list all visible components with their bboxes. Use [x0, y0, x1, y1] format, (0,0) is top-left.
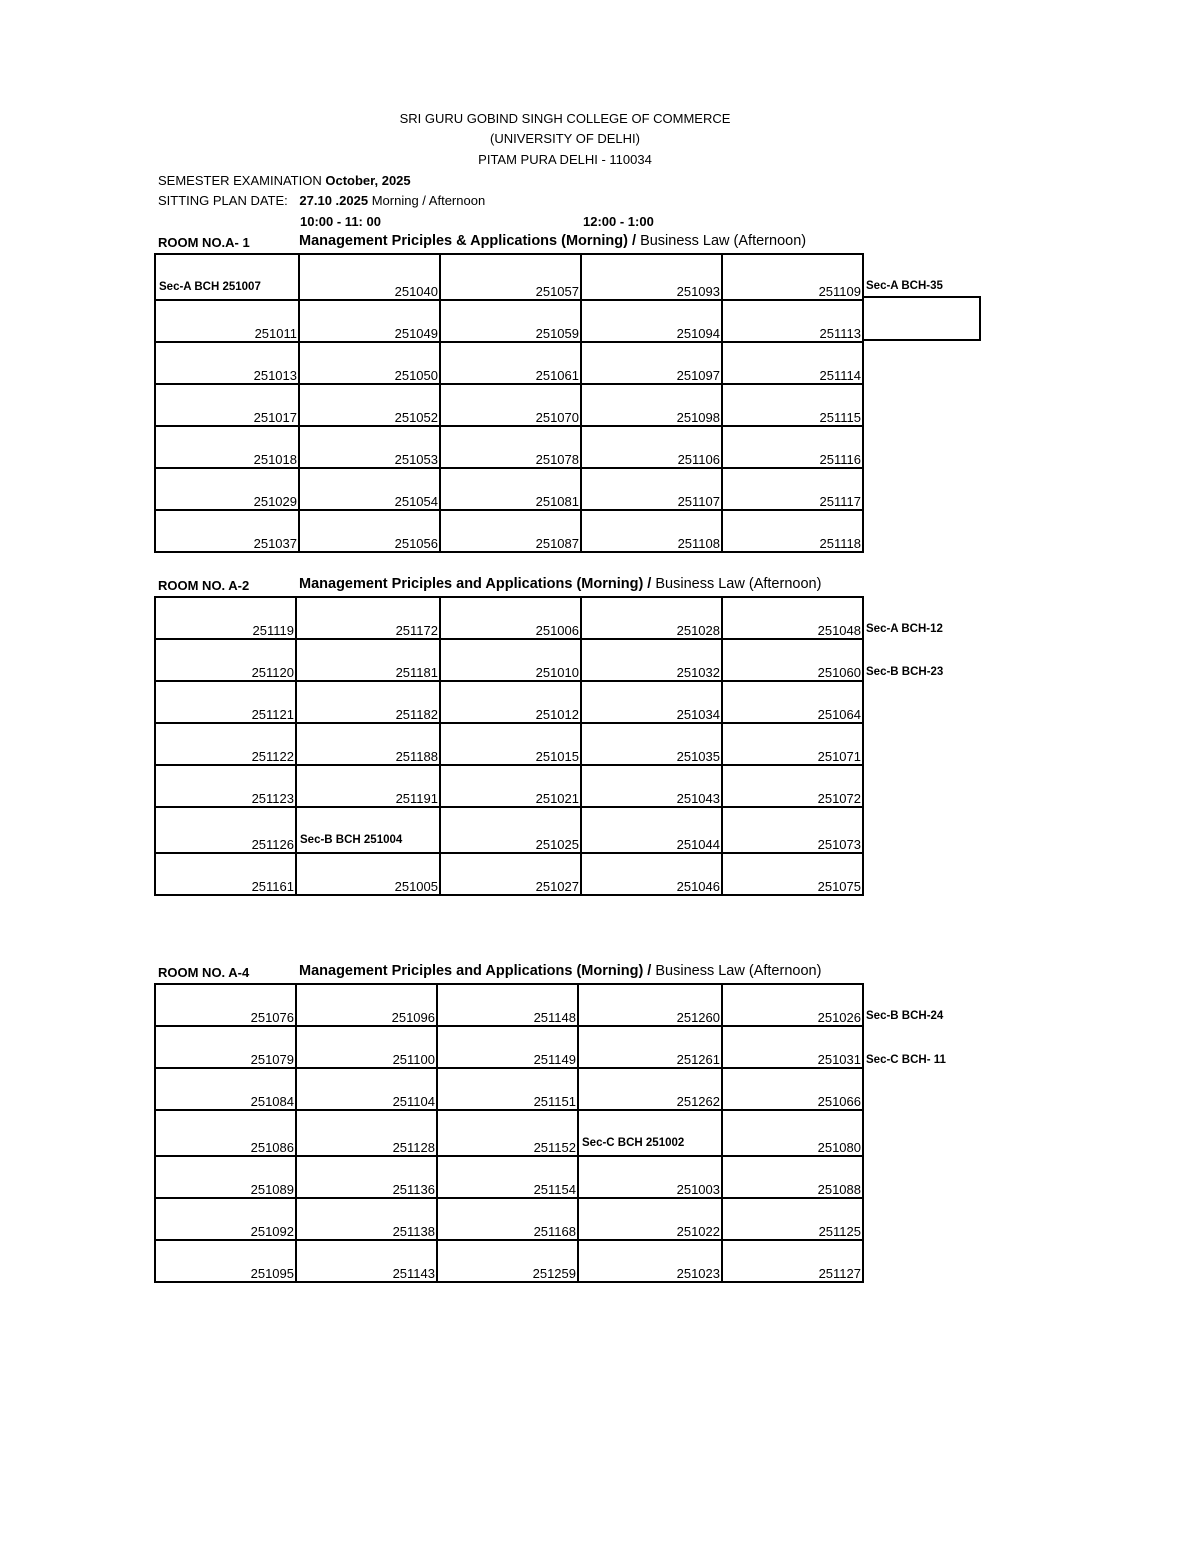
- room-a2-label: ROOM NO. A-2: [158, 578, 250, 593]
- seat-cell: 251136: [296, 1156, 437, 1198]
- seat-cell: 251013: [155, 342, 299, 384]
- seat-cell: 251092: [155, 1198, 296, 1240]
- seat-cell: 251011: [155, 300, 299, 342]
- seat-cell: 251064: [722, 681, 863, 723]
- seat-cell: 251018: [155, 426, 299, 468]
- seat-cell: 251046: [581, 853, 722, 895]
- semester-label: SEMESTER EXAMINATION: [158, 173, 322, 188]
- seat-cell: 251066: [722, 1068, 863, 1110]
- seat-cell: 251057: [440, 254, 581, 300]
- seat-cell: 251029: [155, 468, 299, 510]
- table-row: [155, 1198, 863, 1240]
- table-row: [155, 1110, 863, 1156]
- room-a1-seat-table: [154, 253, 864, 553]
- time-morning: 10:00 - 11: 00: [300, 214, 381, 229]
- room-a2-seat-table: [154, 596, 864, 896]
- seat-cell: Sec-C BCH 251002: [578, 1110, 722, 1156]
- seat-cell: 251084: [155, 1068, 296, 1110]
- seat-cell: 251027: [440, 853, 581, 895]
- seat-cell: 251152: [437, 1110, 578, 1156]
- seat-cell: 251076: [155, 984, 296, 1026]
- seat-cell: 251006: [440, 597, 581, 639]
- university-name: (UNIVERSITY OF DELHI): [489, 131, 640, 146]
- seat-cell: 251151: [437, 1068, 578, 1110]
- seat-cell: 251080: [722, 1110, 863, 1156]
- seat-cell: 251094: [581, 300, 722, 342]
- table-row: [155, 765, 863, 807]
- seat-cell: 251032: [581, 639, 722, 681]
- seat-cell: 251088: [722, 1156, 863, 1198]
- room-a1-subject: [299, 233, 806, 249]
- seat-cell: 251022: [578, 1198, 722, 1240]
- seat-cell: 251073: [722, 807, 863, 853]
- room-a2-note-1: Sec-A BCH-12: [866, 623, 943, 635]
- seat-cell: 251095: [155, 1240, 296, 1282]
- room-a1-note-1: Sec-A BCH-35: [866, 280, 943, 292]
- seat-cell: Sec-A BCH 251007: [155, 254, 299, 300]
- seat-cell: 251259: [437, 1240, 578, 1282]
- seat-cell: 251107: [581, 468, 722, 510]
- seat-cell: 251028: [581, 597, 722, 639]
- seat-cell: 251120: [155, 639, 296, 681]
- seat-cell: 251128: [296, 1110, 437, 1156]
- sitting-plan-line: [158, 193, 485, 208]
- seat-cell: 251096: [296, 984, 437, 1026]
- room-a1-label: ROOM NO.A- 1: [158, 235, 250, 250]
- table-row: [155, 681, 863, 723]
- seat-cell: 251262: [578, 1068, 722, 1110]
- table-row: [155, 342, 863, 384]
- seat-cell: 251161: [155, 853, 296, 895]
- seat-cell: 251138: [296, 1198, 437, 1240]
- seat-cell: 251116: [722, 426, 863, 468]
- plan-date: 27.10 .2025: [299, 193, 369, 208]
- seat-cell: 251119: [155, 597, 296, 639]
- seat-cell: 251026: [722, 984, 863, 1026]
- seat-cell: 251052: [299, 384, 440, 426]
- table-row: [155, 254, 863, 300]
- room-a2-subject: [299, 576, 821, 592]
- table-row: [155, 1068, 863, 1110]
- seat-cell: 251106: [581, 426, 722, 468]
- table-row: [155, 597, 863, 639]
- semester-value: October, 2025: [325, 173, 411, 188]
- seat-cell: 251081: [440, 468, 581, 510]
- seat-cell: 251086: [155, 1110, 296, 1156]
- seat-cell: 251127: [722, 1240, 863, 1282]
- seat-cell: 251125: [722, 1198, 863, 1240]
- seat-cell: 251123: [155, 765, 296, 807]
- table-row: [155, 468, 863, 510]
- table-row: [155, 639, 863, 681]
- seat-cell: 251025: [440, 807, 581, 853]
- room-a4-note-2: Sec-C BCH- 11: [866, 1054, 946, 1066]
- seat-cell: 251118: [722, 510, 863, 552]
- seat-cell: 251098: [581, 384, 722, 426]
- seat-cell: 251031: [722, 1026, 863, 1068]
- seat-cell: 251048: [722, 597, 863, 639]
- table-row: [155, 510, 863, 552]
- seat-cell: 251109: [722, 254, 863, 300]
- semester-line: [158, 173, 411, 188]
- empty-bordered-cell: [862, 296, 981, 341]
- seat-cell: 251079: [155, 1026, 296, 1068]
- seat-cell: 251010: [440, 639, 581, 681]
- seat-cell: 251188: [296, 723, 440, 765]
- room-a4-subject: [299, 963, 821, 979]
- seat-cell: 251117: [722, 468, 863, 510]
- seat-cell: 251059: [440, 300, 581, 342]
- room-a4-label: ROOM NO. A-4: [158, 965, 250, 980]
- seat-cell: 251043: [581, 765, 722, 807]
- seat-cell: 251015: [440, 723, 581, 765]
- seat-cell: 251070: [440, 384, 581, 426]
- seat-cell: 251126: [155, 807, 296, 853]
- seat-cell: 251108: [581, 510, 722, 552]
- room-a1-subject-afternoon: Business Law (Afternoon): [640, 233, 807, 249]
- seat-cell: 251114: [722, 342, 863, 384]
- seat-cell: 251149: [437, 1026, 578, 1068]
- table-row: [155, 384, 863, 426]
- table-row: [155, 1240, 863, 1282]
- seat-cell: 251113: [722, 300, 863, 342]
- plan-label: SITTING PLAN DATE:: [158, 193, 288, 208]
- seat-cell: 251104: [296, 1068, 437, 1110]
- room-a2-subject-afternoon: Business Law (Afternoon): [655, 576, 822, 592]
- seat-cell: 251053: [299, 426, 440, 468]
- plan-session: Morning / Afternoon: [371, 193, 486, 208]
- seat-cell: 251072: [722, 765, 863, 807]
- seat-cell: 251087: [440, 510, 581, 552]
- seat-cell: 251050: [299, 342, 440, 384]
- room-a2-note-2: Sec-B BCH-23: [866, 666, 944, 678]
- room-a4-note-1: Sec-B BCH-24: [866, 1010, 944, 1022]
- seat-cell: 251261: [578, 1026, 722, 1068]
- seat-cell: 251003: [578, 1156, 722, 1198]
- seat-cell: 251168: [437, 1198, 578, 1240]
- seat-cell: Sec-B BCH 251004: [296, 807, 440, 853]
- seat-cell: 251021: [440, 765, 581, 807]
- table-row: [155, 426, 863, 468]
- room-a4-subject-morning: Management Priciples and Applications (Morning) /: [299, 963, 652, 979]
- seat-cell: 251044: [581, 807, 722, 853]
- seat-cell: 251100: [296, 1026, 437, 1068]
- table-row: [155, 723, 863, 765]
- seat-cell: 251075: [722, 853, 863, 895]
- seat-cell: 251260: [578, 984, 722, 1026]
- room-a4-subject-afternoon: Business Law (Afternoon): [655, 963, 822, 979]
- seat-cell: 251060: [722, 639, 863, 681]
- seat-cell: 251078: [440, 426, 581, 468]
- seat-cell: 251191: [296, 765, 440, 807]
- room-a1-subject-morning: Management Priciples & Applications (Morning) /: [299, 233, 637, 249]
- seat-cell: 251121: [155, 681, 296, 723]
- college-address: PITAM PURA DELHI - 110034: [478, 152, 652, 167]
- seat-cell: 251172: [296, 597, 440, 639]
- seat-cell: 251035: [581, 723, 722, 765]
- seat-cell: 251182: [296, 681, 440, 723]
- table-row: [155, 300, 863, 342]
- college-name: SRI GURU GOBIND SINGH COLLEGE OF COMMERCE: [399, 111, 731, 126]
- seat-cell: 251037: [155, 510, 299, 552]
- seat-cell: 251148: [437, 984, 578, 1026]
- seat-cell: 251012: [440, 681, 581, 723]
- seat-cell: 251061: [440, 342, 581, 384]
- seat-cell: 251115: [722, 384, 863, 426]
- seat-cell: 251093: [581, 254, 722, 300]
- seat-cell: 251089: [155, 1156, 296, 1198]
- seat-cell: 251122: [155, 723, 296, 765]
- seat-cell: 251017: [155, 384, 299, 426]
- seat-cell: 251154: [437, 1156, 578, 1198]
- table-row: [155, 807, 863, 853]
- seat-cell: 251097: [581, 342, 722, 384]
- table-row: [155, 1156, 863, 1198]
- seat-cell: 251040: [299, 254, 440, 300]
- table-row: [155, 853, 863, 895]
- seat-cell: 251049: [299, 300, 440, 342]
- seat-cell: 251143: [296, 1240, 437, 1282]
- room-a2-subject-morning: Management Priciples and Applications (Morning) /: [299, 576, 652, 592]
- table-row: [155, 1026, 863, 1068]
- seat-cell: 251034: [581, 681, 722, 723]
- seat-cell: 251005: [296, 853, 440, 895]
- seat-cell: 251181: [296, 639, 440, 681]
- seat-cell: 251056: [299, 510, 440, 552]
- seat-cell: 251071: [722, 723, 863, 765]
- time-afternoon: 12:00 - 1:00: [583, 214, 654, 229]
- table-row: [155, 984, 863, 1026]
- seat-cell: 251054: [299, 468, 440, 510]
- room-a4-seat-table: [154, 983, 864, 1283]
- seat-cell: 251023: [578, 1240, 722, 1282]
